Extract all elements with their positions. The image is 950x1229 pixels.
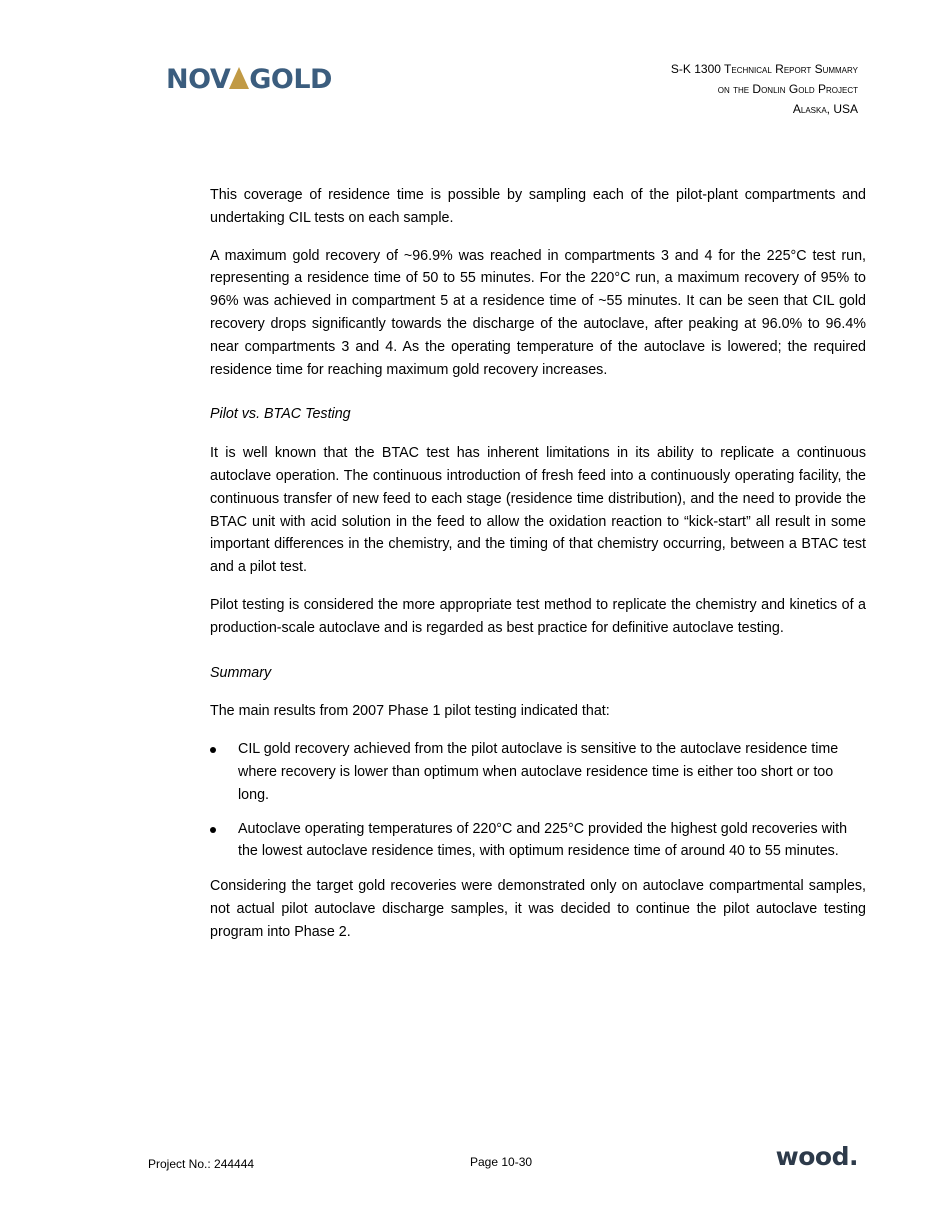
report-title-line1: S-K 1300 Technical Report Summary bbox=[670, 62, 858, 76]
project-number: Project No.: 244444 bbox=[148, 1157, 255, 1171]
report-header bbox=[671, 59, 858, 119]
novagold-logo: NOV GOLD bbox=[166, 64, 332, 95]
paragraph: Pilot testing is considered the more appropriate test method to replicate the chemistry and kinetics of a production-scale autoclave and is regarded as best practice for definitive autoclave testing. bbox=[210, 596, 866, 636]
page-body bbox=[210, 184, 866, 959]
paragraph: A maximum gold recovery of ~96.9% was reached in compartments 3 and 4 for the 225°C test run, representing a residence time of 50 to 55 minutes. For the 220°C run, a maximum recovery of 95% to 96% was achieved in compartment 5 at a residence time of ~55 minutes. It can be seen that CIL gold recovery drops significantly towards the discharge of the autoclave, after peaking at 96.0% to 96.4% near compartments 3 and 4. As the operating temperature of the autoclave is lowered; the required residence time for reaching maximum gold recovery increases. bbox=[210, 247, 866, 378]
paragraph: It is well known that the BTAC test has inherent limitations in its ability to replicate a continuous autoclave operation. The continuous introduction of fresh feed into a continuously operating facility, the continuous transfer of new feed to each stage (residence time distribution), and the need to provide the BTAC unit with acid solution in the feed to allow the oxidation reaction to “kick-start” all result in some important differences in the chemistry, and the timing of that chemistry occurring, between a BTAC test and a pilot test. bbox=[210, 445, 866, 576]
bullet-icon bbox=[210, 747, 216, 753]
logo-triangle-icon bbox=[229, 67, 249, 89]
bullet-list bbox=[210, 738, 866, 863]
wood-logo: wood. bbox=[775, 1142, 858, 1171]
report-title-line3: Alaska, USA bbox=[792, 102, 858, 116]
page-number: Page 10-30 bbox=[470, 1155, 533, 1169]
paragraph: The main results from 2007 Phase 1 pilot testing indicated that: bbox=[210, 703, 610, 720]
paragraph: Considering the target gold recoveries were demonstrated only on autoclave compartmental samples, not actual pilot autoclave discharge samples, it was decided to continue the pilot autoclave testing program into Phase 2. bbox=[210, 878, 866, 940]
paragraph: This coverage of residence time is possible by sampling each of the pilot-plant compartments and undertaking CIL tests on each sample. bbox=[210, 187, 866, 226]
list-item: CIL gold recovery achieved from the pilot autoclave is sensitive to the autoclave residence time where recovery is lower than optimum when autoclave residence time is either too short or too long. bbox=[210, 738, 866, 806]
report-title-line2: on the Donlin Gold Project bbox=[717, 82, 858, 96]
section-heading: Pilot vs. BTAC Testing bbox=[210, 406, 351, 423]
section-heading: Summary bbox=[210, 664, 272, 681]
bullet-icon bbox=[210, 827, 216, 833]
list-item: Autoclave operating temperatures of 220°C and 225°C provided the highest gold recoveries with the lowest autoclave residence times, with optimum residence time of around 40 to 55 minutes. bbox=[210, 818, 866, 864]
